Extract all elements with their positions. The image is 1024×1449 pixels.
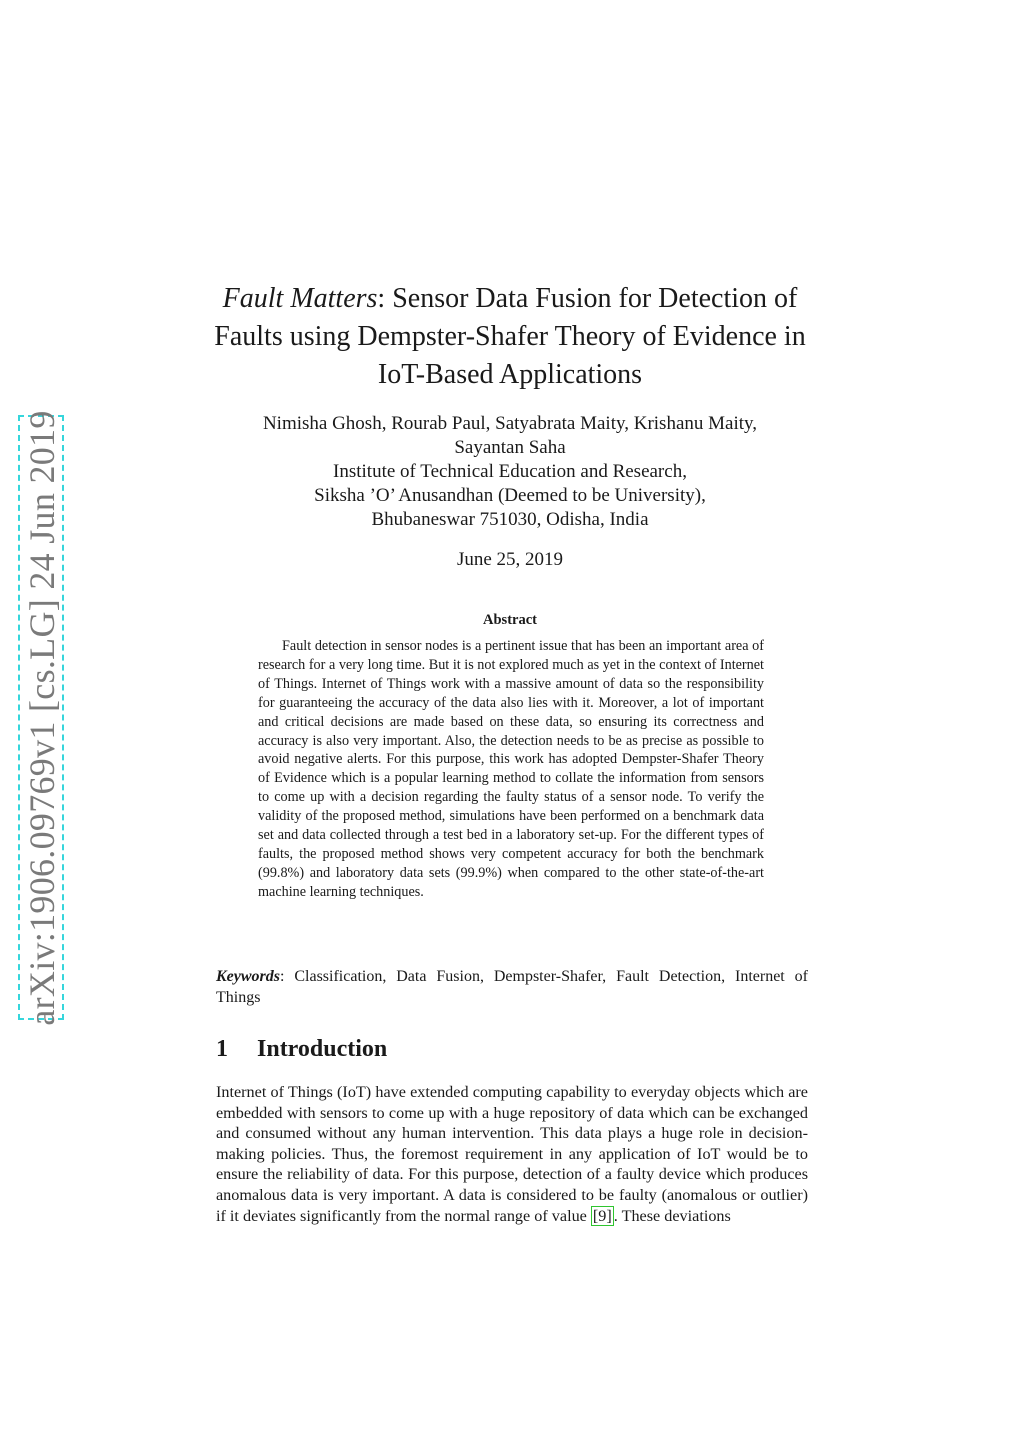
author-block [190,412,830,532]
keywords-label: Keywords [216,968,280,985]
paper-title-italic: Fault Matters [222,283,378,314]
introduction-paragraph [216,1082,808,1226]
paper-title [190,280,830,394]
section-title: Introduction [257,1036,388,1062]
author-names-line-1: Nimisha Ghosh, Rourab Paul, Satyabrata Maity, Krishanu Maity, [262,413,758,434]
paper-title-rest: : Sensor Data Fusion for Detection of Faults using Dempster-Shafer Theory of Evidence in IoT-Based Applications [214,283,806,390]
keywords-list: : Classification, Data Fusion, Dempster-Shafer, Fault Detection, Internet of Things [216,968,808,1006]
arxiv-identifier[interactable]: arXiv:1906.09769v1 [cs.LG] 24 Jun 2019 [22,410,62,1026]
publication-date: June 25, 2019 [456,549,564,570]
introduction-text: Internet of Things (IoT) have extended computing capability to everyday objects which are embedded with sensors to come up with a huge repository of data which can be exchanged and consumed without any human intervention. This data plays a huge role in decision-making policies. Thus, the foremost requirement in any application of IoT would be to ensure the reliability of data. For this purpose, detection of a faulty device which produces anomalous data is very important. A data is considered to be faulty (anomalous or outlier) if it deviates significantly from the normal range of value [216,1083,808,1225]
section-number: 1 [216,1036,228,1062]
affiliation-line-1: Institute of Technical Education and Research, [333,461,687,482]
citation-link[interactable]: [9] [592,1206,612,1225]
introduction-text-tail: . These deviations [613,1206,731,1225]
abstract-text: Fault detection in sensor nodes is a pertinent issue that has been an important area of research for a very long time. But it is not explored much as yet in the context of Internet of Things. Internet of Things work with a massive amount of data so the responsibility for guaranteeing the accuracy of the data also lies with it. Moreover, a lot of important and critical decisions are made based on these data, so ensuring its correctness and accuracy is also very important. Also, the detection needs to be as precise as possible to avoid negative alerts. For this purpose, this work has adopted Dempster-Shafer Theory of Evidence which is a popular learning method to collate the information from sensors to come up with a decision regarding the faulty status of a sensor node. To verify the validity of the proposed method, simulations have been performed on a benchmark data set and data collected through a test bed in a laboratory set-up. For the different types of faults, the proposed method shows very competent accuracy for both the benchmark (99.8%) and laboratory data sets (99.9%) when compared to the other state-of-the-art machine learning techniques. [258,638,764,900]
author-names-line-2: Sayantan Saha [454,437,566,458]
section-heading-introduction [216,1036,387,1063]
affiliation-line-3: Bhubaneswar 751030, Odisha, India [371,509,649,530]
abstract-heading: Abstract [483,612,537,628]
keywords [216,966,808,1008]
affiliation-line-2: Siksha ’O’ Anusandhan (Deemed to be University), [314,485,706,506]
